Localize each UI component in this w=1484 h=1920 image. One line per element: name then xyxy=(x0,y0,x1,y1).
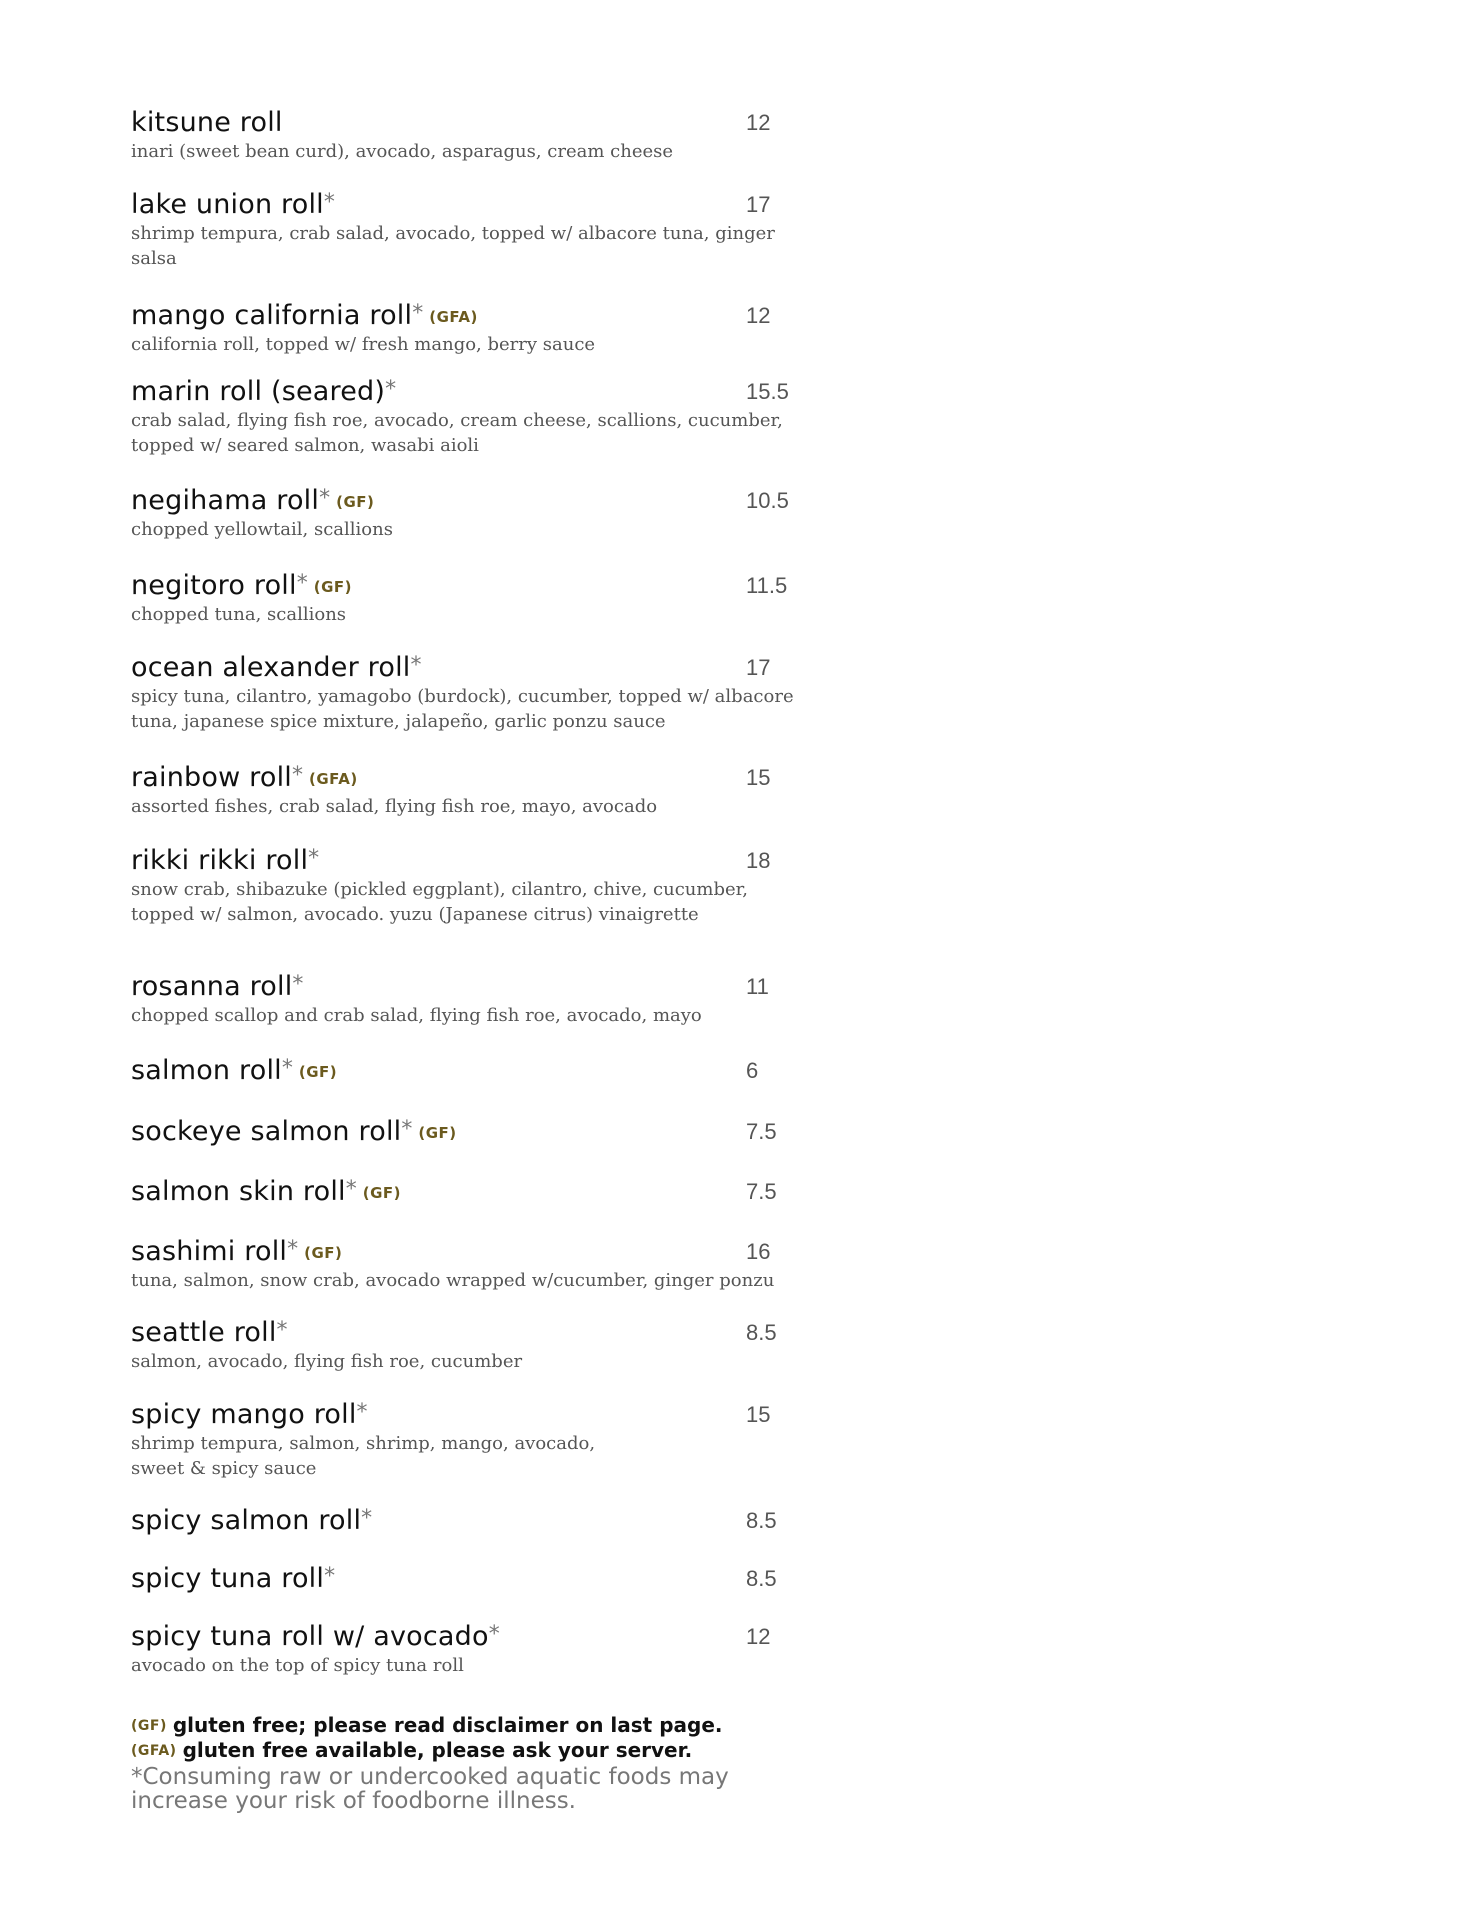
item-price: 15 xyxy=(746,1402,771,1427)
menu-item xyxy=(131,651,831,734)
item-name: lake union roll xyxy=(131,189,324,220)
item-description: california roll, topped w/ fresh mango, berry sauce xyxy=(131,334,596,355)
gluten-tag: (GF) xyxy=(418,1124,457,1142)
item-name: sashimi roll xyxy=(131,1236,288,1267)
item-price: 15 xyxy=(746,765,771,790)
raw-warning-asterisk: * xyxy=(324,1564,336,1589)
menu-item xyxy=(131,761,831,819)
item-name: seattle roll xyxy=(131,1317,277,1348)
item-name: salmon roll xyxy=(131,1055,282,1086)
item-price: 12 xyxy=(746,1624,771,1649)
item-name: spicy salmon roll xyxy=(131,1505,362,1536)
gluten-tag: (GF) xyxy=(298,1063,338,1081)
menu-item xyxy=(131,484,831,542)
raw-warning-asterisk: * xyxy=(287,1237,299,1262)
item-description: chopped tuna, scallions xyxy=(131,604,347,625)
gfa-note-text: gluten free available, please ask your server. xyxy=(182,1738,693,1762)
item-price: 17 xyxy=(746,192,771,217)
item-price: 8.5 xyxy=(746,1508,777,1533)
menu-item xyxy=(131,1235,831,1293)
item-price: 8.5 xyxy=(746,1320,777,1345)
gf-note-text: gluten free; please read disclaimer on last page. xyxy=(172,1713,723,1737)
gluten-free-note xyxy=(131,1713,891,1738)
gluten-tag: (GF) xyxy=(336,493,375,511)
item-price: 16 xyxy=(746,1239,771,1264)
menu-item xyxy=(131,569,831,627)
gluten-tag: (GF) xyxy=(362,1184,402,1202)
menu-item xyxy=(131,970,831,1028)
item-price: 7.5 xyxy=(746,1119,777,1144)
menu-item xyxy=(131,844,831,927)
item-name: salmon skin roll xyxy=(131,1176,346,1207)
item-name: kitsune roll xyxy=(131,107,283,138)
gluten-tag: (GF) xyxy=(304,1244,343,1262)
item-description: chopped yellowtail, scallions xyxy=(131,519,393,540)
item-price: 18 xyxy=(746,848,771,873)
raw-warning-asterisk: * xyxy=(308,846,320,871)
item-description: inari (sweet bean curd), avocado, asparagus, cream cheese xyxy=(131,141,674,162)
item-name: mango california roll xyxy=(131,300,413,331)
item-description: crab salad, flying fish roe, avocado, cream cheese, scallions, cucumber, topped w/ seared salmon, wasabi aioli xyxy=(131,410,783,456)
raw-warning-asterisk: * xyxy=(410,653,422,678)
item-price: 12 xyxy=(746,303,771,328)
item-description: spicy tuna, cilantro, yamagobo (burdock), cucumber, topped w/ albacore tuna, japanese spice mixture, jalapeño, garlic ponzu sauce xyxy=(131,686,794,732)
raw-warning-asterisk: * xyxy=(401,1117,413,1142)
gluten-free-available-note xyxy=(131,1738,891,1763)
menu-item xyxy=(131,188,831,271)
raw-warning-asterisk: * xyxy=(276,1318,288,1343)
raw-warning-asterisk: * xyxy=(319,486,331,511)
item-name: ocean alexander roll xyxy=(131,652,411,683)
gfa-tag: (GFA) xyxy=(131,1743,177,1759)
item-name: spicy tuna roll w/ avocado xyxy=(131,1621,489,1652)
item-price: 11 xyxy=(746,974,769,999)
raw-warning-asterisk: * xyxy=(296,571,308,596)
item-price: 6 xyxy=(746,1058,759,1083)
item-description: salmon, avocado, flying fish roe, cucumber xyxy=(131,1351,523,1372)
item-name: rikki rikki roll xyxy=(131,845,309,876)
raw-warning-asterisk: * xyxy=(292,972,304,997)
item-description: chopped scallop and crab salad, flying fish roe, avocado, mayo xyxy=(131,1005,702,1026)
item-description: avocado on the top of spicy tuna roll xyxy=(131,1655,464,1676)
item-name: spicy mango roll xyxy=(131,1399,357,1430)
item-price: 17 xyxy=(746,655,771,680)
gluten-tag: (GFA) xyxy=(429,308,478,326)
item-name: sockeye salmon roll xyxy=(131,1116,402,1147)
menu-item xyxy=(131,1620,831,1678)
menu-item xyxy=(131,1115,831,1149)
item-price: 11.5 xyxy=(746,573,788,598)
raw-food-disclaimer: *Consuming raw or undercooked aquatic foods may increase your risk of foodborne illness. xyxy=(131,1764,729,1814)
item-price: 8.5 xyxy=(746,1566,777,1591)
item-price: 7.5 xyxy=(746,1179,777,1204)
gf-tag: (GF) xyxy=(131,1718,167,1734)
item-price: 15.5 xyxy=(746,379,789,404)
item-name: spicy tuna roll xyxy=(131,1563,325,1594)
raw-warning-asterisk: * xyxy=(345,1177,357,1202)
menu-item xyxy=(131,106,831,164)
menu-item xyxy=(131,375,831,458)
item-name: rosanna roll xyxy=(131,971,293,1002)
menu-item xyxy=(131,1054,831,1088)
item-price: 10.5 xyxy=(746,488,789,513)
item-name: rainbow roll xyxy=(131,762,293,793)
raw-warning-asterisk: * xyxy=(412,301,424,326)
menu-item xyxy=(131,1398,831,1481)
item-name: negihama roll xyxy=(131,485,320,516)
raw-warning-asterisk: * xyxy=(323,190,335,215)
item-price: 12 xyxy=(746,110,771,135)
item-description: assorted fishes, crab salad, flying fish roe, mayo, avocado xyxy=(131,796,658,817)
raw-warning-asterisk: * xyxy=(356,1400,368,1425)
raw-warning-asterisk: * xyxy=(385,377,397,402)
menu-item xyxy=(131,1562,831,1596)
item-name: negitoro roll xyxy=(131,570,297,601)
raw-warning-asterisk: * xyxy=(292,763,304,788)
item-description: shrimp tempura, crab salad, avocado, topped w/ albacore tuna, ginger salsa xyxy=(131,223,775,269)
menu-item xyxy=(131,299,831,357)
item-name: marin roll (seared) xyxy=(131,376,386,407)
item-description: shrimp tempura, salmon, shrimp, mango, avocado, sweet & spicy sauce xyxy=(131,1433,596,1479)
raw-warning-asterisk: * xyxy=(361,1506,373,1531)
raw-warning-asterisk: * xyxy=(488,1622,500,1647)
item-description: snow crab, shibazuke (pickled eggplant), cilantro, chive, cucumber, topped w/ salmon, avocado. yuzu (Japanese citrus) vinaigrette xyxy=(131,879,748,925)
menu-item xyxy=(131,1175,831,1209)
raw-warning-asterisk: * xyxy=(281,1056,293,1081)
gluten-tag: (GF) xyxy=(313,578,352,596)
item-description: tuna, salmon, snow crab, avocado wrapped w/cucumber, ginger ponzu xyxy=(131,1270,775,1291)
menu-footer xyxy=(131,1713,891,1813)
gluten-tag: (GFA) xyxy=(309,770,358,788)
menu-item xyxy=(131,1316,831,1374)
menu-item xyxy=(131,1504,831,1538)
